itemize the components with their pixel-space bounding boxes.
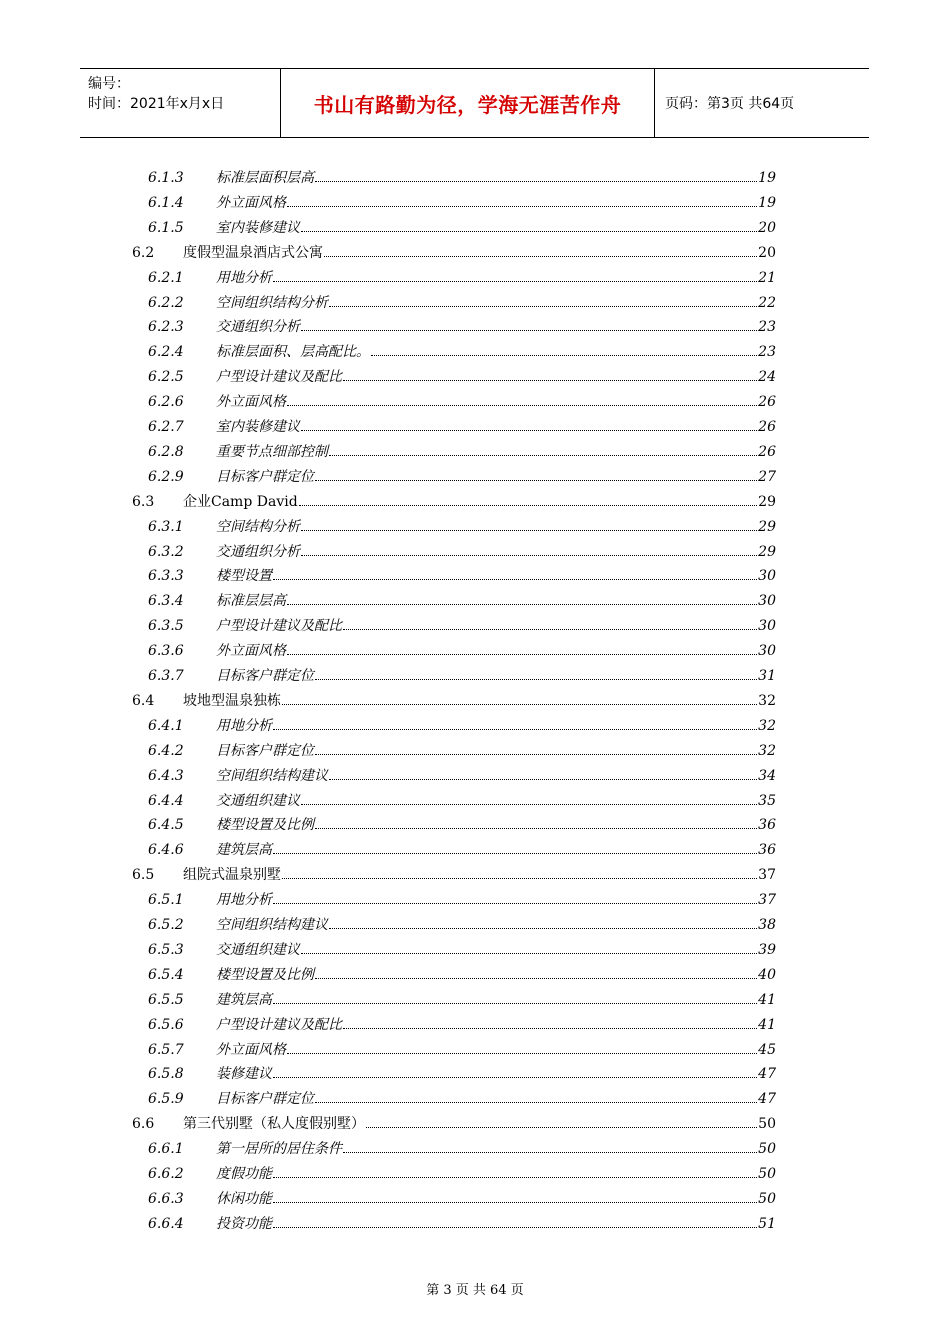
toc-entry-title: 重要节点细部控制 — [216, 443, 328, 460]
toc-entry-title: 户型设计建议及配比 — [216, 1016, 342, 1033]
toc-entry[interactable] — [0, 1187, 950, 1212]
toc-entry-line — [216, 813, 776, 838]
dot-leader — [273, 1176, 757, 1178]
toc-entry[interactable] — [0, 241, 950, 266]
toc-entry-line — [216, 266, 776, 291]
toc-entry-number: 6.4.6 — [148, 842, 184, 859]
toc-entry-page: 26 — [758, 394, 776, 411]
dot-leader — [315, 479, 757, 481]
dot-leader — [273, 280, 757, 282]
dot-leader — [343, 379, 757, 381]
dot-leader — [315, 977, 757, 979]
dot-leader — [287, 1052, 757, 1054]
toc-entry-title: 度假型温泉酒店式公寓 — [183, 244, 323, 261]
dot-leader — [287, 653, 757, 655]
toc-entry-page: 20 — [758, 219, 776, 236]
toc-entry-line — [183, 490, 776, 515]
toc-entry-line — [216, 888, 776, 913]
toc-entry-line — [216, 913, 776, 938]
toc-entry[interactable] — [0, 564, 950, 589]
toc-entry-number: 6.3.7 — [148, 668, 184, 684]
dot-leader — [324, 255, 757, 257]
toc-entry-title: 投资功能 — [216, 1215, 272, 1232]
dot-leader — [273, 728, 757, 730]
toc-entry-title: 用地分析 — [216, 269, 272, 286]
toc-entry-number: 6.6 — [132, 1116, 155, 1133]
toc-entry-line — [216, 564, 776, 589]
toc-entry-page: 36 — [758, 817, 776, 834]
toc-entry-line — [216, 1087, 776, 1112]
toc-entry[interactable] — [0, 166, 950, 191]
toc-entry-page: 41 — [758, 991, 776, 1008]
toc-entry-number: 6.5 — [132, 867, 155, 884]
toc-entry-page: 50 — [758, 1141, 776, 1158]
toc-entry-title: 建筑层高 — [216, 842, 272, 859]
serial-label: 编号： — [88, 76, 130, 92]
dot-leader — [371, 354, 757, 356]
toc-entry-title: 空间组织结构建议 — [216, 917, 328, 933]
toc-entry-title: 交通组织分析 — [216, 543, 300, 560]
toc-entry-title: 第三代别墅（私人度假别墅） — [183, 1116, 365, 1133]
toc-entry[interactable] — [0, 764, 950, 789]
toc-entry[interactable] — [0, 1038, 950, 1063]
toc-entry[interactable] — [0, 340, 950, 365]
toc-entry-line — [216, 838, 776, 863]
toc-entry-line — [216, 365, 776, 390]
toc-entry-page: 36 — [758, 842, 776, 859]
toc-entry-number: 6.6.3 — [148, 1190, 184, 1207]
toc-entry-line — [216, 739, 776, 764]
toc-entry-page: 22 — [758, 294, 776, 311]
toc-entry[interactable] — [0, 913, 950, 938]
toc-entry-title: 户型设计建议及配比 — [216, 369, 342, 386]
toc-entry-title: 空间组织结构建议 — [216, 767, 328, 784]
toc-entry-number: 6.2.1 — [148, 269, 184, 286]
toc-entry-page: 26 — [758, 419, 776, 435]
dot-leader — [282, 877, 757, 879]
toc-entry-number: 6.5.3 — [148, 941, 184, 958]
toc-entry-title: 休闲功能 — [216, 1190, 272, 1207]
toc-entry[interactable] — [0, 490, 950, 515]
toc-entry[interactable] — [0, 988, 950, 1013]
motto: 书山有路勤为径，学海无涯苦作舟 — [313, 92, 622, 117]
toc-entry-page: 40 — [758, 966, 776, 983]
toc-entry[interactable] — [0, 1062, 950, 1087]
toc-entry-line — [216, 1137, 776, 1162]
toc-entry-page: 50 — [758, 1116, 776, 1133]
toc-entry-page: 30 — [758, 593, 776, 610]
toc-entry-page: 26 — [758, 443, 776, 460]
toc-entry-line — [183, 241, 776, 266]
page-header — [80, 68, 869, 138]
toc-entry-number: 6.4.1 — [148, 717, 184, 734]
toc-entry[interactable] — [0, 440, 950, 465]
dot-leader — [301, 429, 757, 431]
toc-entry-line — [216, 1038, 776, 1063]
toc-entry-page: 23 — [758, 344, 776, 361]
dot-leader — [329, 778, 757, 780]
toc-entry-line — [183, 689, 776, 714]
toc-entry-number: 6.6.4 — [148, 1215, 184, 1232]
toc-entry-number: 6.4.4 — [148, 792, 184, 809]
toc-entry[interactable] — [0, 664, 950, 689]
dot-leader — [287, 404, 757, 406]
dot-leader — [273, 1076, 757, 1078]
toc-entry-number: 6.2.9 — [148, 468, 184, 485]
toc-entry-number: 6.5.9 — [148, 1091, 184, 1108]
toc-entry-title: 室内装修建议 — [216, 419, 300, 435]
toc-entry[interactable] — [0, 589, 950, 614]
toc-entry-number: 6.3.3 — [148, 568, 184, 585]
toc-entry-line — [216, 1013, 776, 1038]
toc-entry-line — [216, 166, 776, 191]
toc-entry-number: 6.5.1 — [148, 892, 184, 909]
dot-leader — [273, 578, 757, 580]
toc-entry-title: 户型设计建议及配比 — [216, 618, 342, 635]
dot-leader — [329, 927, 757, 929]
toc-entry-title: 交通组织分析 — [216, 319, 300, 336]
toc-entry-number: 6.4 — [132, 692, 155, 709]
toc-entry-page: 50 — [758, 1190, 776, 1207]
toc-entry-page: 35 — [758, 792, 776, 809]
toc-entry-line — [216, 1062, 776, 1087]
toc-entry-number: 6.5.6 — [148, 1016, 184, 1033]
toc-entry-number: 6.1.5 — [148, 219, 184, 236]
dot-leader — [301, 230, 757, 232]
toc-entry-number: 6.4.3 — [148, 767, 184, 784]
toc-entry-number: 6.4.5 — [148, 817, 184, 834]
toc-entry-line — [216, 440, 776, 465]
toc-entry-line — [216, 714, 776, 739]
toc-entry-title: 用地分析 — [216, 717, 272, 734]
dot-leader — [301, 329, 757, 331]
dot-leader — [287, 603, 757, 605]
toc-entry-line — [216, 938, 776, 963]
header-motto-cell — [280, 69, 655, 137]
dot-leader — [329, 305, 757, 307]
dot-leader — [282, 703, 757, 705]
toc-entry-number: 6.1.3 — [148, 170, 184, 186]
toc-entry-line — [216, 614, 776, 639]
toc-entry[interactable] — [0, 689, 950, 714]
toc-entry-number: 6.2.6 — [148, 394, 184, 411]
toc-entry-line — [216, 390, 776, 415]
toc-entry[interactable] — [0, 1212, 950, 1237]
toc-entry-title: 标准层面积、层高配比。 — [216, 344, 370, 361]
toc-entry-line — [216, 1212, 776, 1237]
toc-entry[interactable] — [0, 266, 950, 291]
dot-leader — [315, 827, 757, 829]
dot-leader — [301, 803, 757, 805]
toc-entry-title: 用地分析 — [216, 892, 272, 909]
toc-entry[interactable] — [0, 315, 950, 340]
toc-entry-number: 6.5.2 — [148, 917, 184, 933]
dot-leader — [329, 454, 757, 456]
toc-entry-page: 27 — [758, 468, 776, 485]
toc-entry-number: 6.6.2 — [148, 1166, 184, 1182]
toc-entry-line — [183, 1112, 776, 1137]
dot-leader — [301, 529, 757, 531]
toc-entry[interactable] — [0, 963, 950, 988]
toc-entry-page: 24 — [758, 369, 776, 386]
toc-entry-title: 标准层面积层高 — [216, 170, 314, 186]
dot-leader — [343, 628, 757, 630]
toc-entry-title: 楼型设置 — [216, 568, 272, 585]
toc-entry-title: 目标客户群定位 — [216, 1091, 314, 1108]
toc-entry-title: 建筑层高 — [216, 991, 272, 1008]
toc-entry-line — [216, 1162, 776, 1187]
toc-entry-title: 第一居所的居住条件 — [216, 1141, 342, 1158]
toc-entry-page: 50 — [758, 1166, 776, 1182]
toc-entry-number: 6.3.2 — [148, 543, 184, 560]
toc-entry-title: 室内装修建议 — [216, 219, 300, 236]
toc-entry-number: 6.6.1 — [148, 1141, 184, 1158]
toc-entry-line — [216, 664, 776, 689]
toc-entry-page: 47 — [758, 1066, 776, 1083]
toc-entry-number: 6.2.8 — [148, 443, 184, 460]
toc-entry[interactable] — [0, 1137, 950, 1162]
toc-entry-title: 度假功能 — [216, 1166, 272, 1182]
toc-entry-page: 39 — [758, 941, 776, 958]
dot-leader — [273, 1226, 757, 1228]
toc-entry-line — [216, 216, 776, 241]
toc-entry[interactable] — [0, 888, 950, 913]
toc-entry-number: 6.5.5 — [148, 991, 184, 1008]
toc-entry-title: 空间结构分析 — [216, 518, 300, 535]
toc-entry-title: 空间组织结构分析 — [216, 294, 328, 311]
toc-entry-page: 32 — [758, 717, 776, 734]
dot-leader — [273, 1002, 757, 1004]
toc-entry[interactable] — [0, 291, 950, 316]
toc-entry-title: 目标客户群定位 — [216, 742, 314, 759]
header-meta-cell — [80, 69, 280, 137]
dot-leader — [273, 852, 757, 854]
toc-entry-page: 29 — [758, 493, 776, 510]
toc-entry-title: 标准层层高 — [216, 593, 286, 610]
toc-entry-line — [216, 789, 776, 814]
toc-entry-page: 47 — [758, 1091, 776, 1108]
toc-entry[interactable] — [0, 614, 950, 639]
toc-entry-line — [216, 764, 776, 789]
toc-entry-page: 45 — [758, 1041, 776, 1058]
dot-leader — [315, 678, 757, 680]
dot-leader — [301, 554, 757, 556]
dot-leader — [273, 1201, 757, 1203]
toc-entry-title: 交通组织建议 — [216, 792, 300, 809]
dot-leader — [301, 952, 757, 954]
time-line: 时间：2021年x月x日 — [88, 96, 225, 112]
toc-entry-title: 外立面风格 — [216, 394, 286, 411]
toc-entry-page: 41 — [758, 1016, 776, 1033]
toc-entry-title: 目标客户群定位 — [216, 468, 314, 485]
toc-entry-number: 6.3.1 — [148, 518, 184, 535]
toc-entry-title: 楼型设置及比例 — [216, 966, 314, 983]
dot-leader — [273, 902, 757, 904]
toc-entry[interactable] — [0, 813, 950, 838]
toc-entry-page: 20 — [758, 244, 776, 261]
toc-entry-page: 31 — [758, 668, 776, 684]
toc-entry-line — [216, 963, 776, 988]
toc-entry-title: 楼型设置及比例 — [216, 817, 314, 834]
toc-entry-title: 外立面风格 — [216, 643, 286, 660]
toc-entry-number: 6.3 — [132, 493, 155, 510]
toc-entry-page: 32 — [758, 692, 776, 709]
toc-entry-page: 32 — [758, 742, 776, 759]
toc-entry-page: 19 — [758, 194, 776, 211]
toc-entry-line — [216, 540, 776, 565]
dot-leader — [299, 504, 758, 506]
toc-entry-line — [216, 639, 776, 664]
toc-entry-line — [216, 589, 776, 614]
toc-entry[interactable] — [0, 639, 950, 664]
toc-entry-line — [216, 315, 776, 340]
toc-entry-number: 6.2 — [132, 244, 155, 261]
toc-entry-line — [216, 515, 776, 540]
toc-entry-page: 29 — [758, 543, 776, 560]
toc-entry-page: 30 — [758, 568, 776, 585]
toc-entry-page: 30 — [758, 643, 776, 660]
toc-entry-page: 19 — [758, 170, 776, 186]
toc-entry[interactable] — [0, 838, 950, 863]
toc-entry-page: 29 — [758, 518, 776, 535]
toc-entry[interactable] — [0, 789, 950, 814]
toc-entry-page: 21 — [758, 269, 776, 286]
toc-entry-title: 目标客户群定位 — [216, 668, 314, 684]
toc-entry[interactable] — [0, 1087, 950, 1112]
dot-leader — [343, 1027, 757, 1029]
toc-entry-page: 37 — [758, 892, 776, 909]
toc-entry-line — [216, 291, 776, 316]
toc-entry-number: 6.2.4 — [148, 344, 184, 361]
dot-leader — [315, 753, 757, 755]
toc-entry[interactable] — [0, 415, 950, 440]
toc-entry-title: 坡地型温泉独栋 — [183, 692, 281, 709]
toc-entry-page: 37 — [758, 867, 776, 884]
toc-entry-title: 企业Camp David — [183, 493, 298, 510]
toc-entry-line — [216, 191, 776, 216]
toc-entry[interactable] — [0, 1162, 950, 1187]
toc-entry[interactable] — [0, 191, 950, 216]
toc-entry[interactable] — [0, 365, 950, 390]
dot-leader — [343, 1151, 757, 1153]
header-page-info: 页码：第3页 共64页 — [665, 96, 795, 112]
toc-entry[interactable] — [0, 938, 950, 963]
toc-entry-line — [183, 863, 776, 888]
toc-entry-title: 组院式温泉别墅 — [183, 867, 281, 884]
dot-leader — [315, 1101, 757, 1103]
dot-leader — [287, 205, 757, 207]
toc-entry[interactable] — [0, 739, 950, 764]
toc-entry[interactable] — [0, 390, 950, 415]
toc-entry-line — [216, 340, 776, 365]
toc-entry-number: 6.5.4 — [148, 966, 184, 983]
page-footer: 第 3 页 共 64 页 — [426, 1283, 524, 1298]
toc-entry-number: 6.4.2 — [148, 742, 184, 759]
toc-entry-line — [216, 1187, 776, 1212]
toc-entry-number: 6.5.7 — [148, 1041, 184, 1058]
dot-leader — [315, 180, 757, 182]
toc-entry-number: 6.2.3 — [148, 319, 184, 336]
toc-entry-page: 30 — [758, 618, 776, 635]
toc-entry[interactable] — [0, 1013, 950, 1038]
toc-entry-line — [216, 465, 776, 490]
toc-entry-line — [216, 415, 776, 440]
toc-entry-page: 34 — [758, 767, 776, 784]
toc-entry-page: 38 — [758, 917, 776, 933]
toc-entry[interactable] — [0, 863, 950, 888]
toc-entry-number: 6.3.5 — [148, 618, 184, 635]
dot-leader — [366, 1126, 757, 1128]
toc-entry[interactable] — [0, 1112, 950, 1137]
toc-entry-title: 外立面风格 — [216, 1041, 286, 1058]
toc-entry-number: 6.2.7 — [148, 419, 184, 435]
toc-entry-title: 交通组织建议 — [216, 941, 300, 958]
toc-entry-number: 6.1.4 — [148, 194, 184, 211]
toc-entry-page: 23 — [758, 319, 776, 336]
toc-entry[interactable] — [0, 216, 950, 241]
toc-entry-title: 装修建议 — [216, 1066, 272, 1083]
toc-entry[interactable] — [0, 465, 950, 490]
toc-entry-number: 6.2.2 — [148, 294, 184, 311]
toc-entry[interactable] — [0, 714, 950, 739]
toc-entry[interactable] — [0, 515, 950, 540]
toc-entry-number: 6.3.6 — [148, 643, 184, 660]
toc-entry-number: 6.2.5 — [148, 369, 184, 386]
toc-entry-line — [216, 988, 776, 1013]
toc-entry-number: 6.5.8 — [148, 1066, 184, 1083]
toc-entry-page: 51 — [758, 1215, 776, 1232]
toc-entry-title: 外立面风格 — [216, 194, 286, 211]
toc-entry[interactable] — [0, 540, 950, 565]
header-page-cell — [655, 69, 869, 137]
toc-entry-number: 6.3.4 — [148, 593, 184, 610]
